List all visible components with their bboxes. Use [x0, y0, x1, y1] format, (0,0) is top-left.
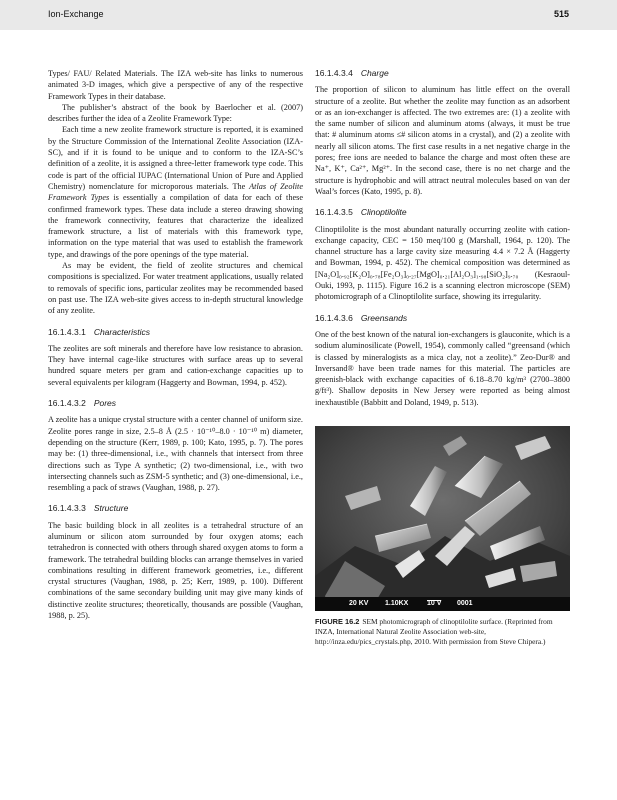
section-number: 16.1.4.3.6 — [315, 312, 353, 323]
section-heading-greensands — [315, 313, 570, 324]
running-title: Ion-Exchange — [48, 9, 104, 19]
section-heading-structure — [48, 503, 303, 514]
paragraph: One of the best known of the natural ion-exchangers is glauconite, which is a sodium aluminosilicate (Powell, 1954), commonly called “greensand (which is classed by mineralogists as a mica clay, not a zeolite).” Zeo-Dur® and Inversand® have been trade names for this material. The particles are greenish-black with exchange capacities of 6.18–8.70 kg/m³ (2700–3800 g/ft³). Shallow deposits in New Jersey were reported as being almost inexhaustible (Babbitt and Doland, 1949, p. 513). — [315, 329, 570, 407]
figure-caption — [315, 617, 570, 647]
section-number: 16.1.4.3.3 — [48, 503, 86, 514]
paragraph: Types/ FAU/ Related Materials. The IZA web-site has links to numerous animated 3-D images, which give a perspective of any of the respective Framework Types in their database. — [48, 69, 303, 101]
section-title: Charge — [360, 68, 389, 78]
quoted-abstract — [48, 124, 303, 260]
section-heading-clinoptilolite — [315, 207, 570, 218]
paragraph: The basic building block in all zeolites is a tetrahedral structure of an aluminum or silicon atom surrounded by four oxygen atoms; each tetrahedron is connected with others through shared oxygen atoms to form a framework. The tetrahedral building blocks can arrange themselves in varied combinations resulting in different framework geometries, i.e., different crystal structures (Vaughan, 1988, p. 25; Kerr, 1989, p. 100). Different combinations of the same secondary building unit may give many kinds of distinctive zeolite structures; theoretically, thousands are possible (Vaughan, 1988, p. 25). — [48, 520, 303, 621]
paragraph: The zeolites are soft minerals and therefore have low resistance to abrasion. They have internal cage-like structures with surface areas up to several hundred square meters per gram and cation-exchange capacities up to several equivalents per kilogram (Haggerty and Bowman, 1994, p. 452). — [48, 343, 303, 387]
section-number: 16.1.4.3.1 — [48, 326, 86, 337]
paragraph: As may be evident, the field of zeolite structures and chemical compositions is specialized. For water treatment applications, usually related to removals of specific ions, particular zeolites may be recommended based on past use. The IZA web-site gives access to in-depth structural knowledge of any zeolite. — [48, 261, 303, 316]
right-column — [315, 68, 570, 647]
sem-voltage: 20 KV — [349, 599, 369, 607]
sem-magnification: 1.10KX — [385, 599, 409, 607]
section-heading-pores — [48, 398, 303, 409]
paragraph: Clinoptilolite is the most abundant naturally occurring zeolite with cation-exchange capacity, CEC = 150 meq/100 g (Marshall, 1964, p. 120). The channel structure has a large cavity size measuring 4.4 × 7.2 Å (Haggerty and Bowman, 1994, p. 452). The chemical composition was determined as [Na₂O]₀.₉₂[K₂O]₀.₇₈[Fe₂O₃]₀.₂₇[MgO]₀.₂₁[Al₂O₃]₁.₉₈[SiO₂]₉.₇₀ (Kesraoul-Ouki, 1993, p. 1115). Figure 16.2 is a scanning electron microscope (SEM) photomicrograph of a Clinoptilolite surface, showing its irregularity. — [315, 224, 570, 302]
section-title: Clinoptilolite — [360, 207, 407, 218]
crystal-image — [315, 426, 570, 611]
caption-text: SEM photomicrograph of clinoptilolite surface. (Reprinted from INZA, International Natural Zeolite Association web-site, http://inza.edu/pics_crystals.php, 2010. With permission from Steve Chipera.) — [315, 617, 553, 647]
page-number: 515 — [553, 9, 569, 19]
section-title: Characteristics — [93, 326, 151, 337]
left-column — [48, 68, 303, 621]
section-heading-charge — [315, 68, 570, 79]
sem-image-number: 0001 — [457, 599, 473, 607]
paragraph: The proportion of silicon to aluminum has little effect on the overall structure of a zeolite. But whether the zeolite may function as an adsorbent or as an ion-exchanger is affected. The two extremes are: (1) a zeolite with the same number of silicon and aluminum atoms (always, it must be true that: # aluminum atoms ≤# silicon atoms in a crystal), and (2) a zeolite with nearly all silicon atoms. The first case results in a net negative charge in the pores; free ions are needed to balance the charge and most often these are Na⁺, K⁺, Ca²⁺, Mg²⁺. In the second case, there is no net charge and the structure is hydrophobic and will attract neutral molecules based on van der Waal’s forces (Kato, 1995, p. 8). — [315, 85, 570, 196]
section-number: 16.1.4.3.2 — [48, 398, 86, 409]
section-number: 16.1.4.3.5 — [315, 207, 353, 218]
abstract-text-rest: is essentially a compilation of data for each of these confirmed framework types. These data include a stereo drawing showing the framework connectivity, features that characterize the idealized framework structure, a list of materials with this framework type, information on the type material that was used to establish the framework type, and drawings of the pore openings of the type material. — [48, 193, 303, 259]
atlas-title: Atlas of Zeolite Framework Types — [48, 181, 303, 203]
sem-scale-label: 10 V — [427, 599, 442, 607]
sem-photomicrograph — [315, 426, 570, 611]
paragraph: The publisher’s abstract of the book by Baerlocher et al. (2007) describes further the idea of a Zeolite Framework Type: — [48, 102, 303, 124]
section-title: Greensands — [360, 312, 408, 323]
paragraph: A zeolite has a unique crystal structure with a center channel of uniform size. Zeolite pores range in size, 2.5–8 Å (2.5 · 10⁻¹⁰–8.0 · 10⁻¹⁰ m) diameter, depending on the structure (Kerr, 1989, p. 100; Kato, 1995, p. 7). The pores may be: (1) three-dimensional, i.e., with channels that intersect from three directions such as Type A synthetic; (2) two-dimensional, i.e., with two intersecting channels such as ZSM-5 synthetic; and (3) one-dimensional, i.e., resembling a pack of straws (Vaughan, 1988, p. 27). — [48, 415, 303, 493]
section-number: 16.1.4.3.4 — [315, 68, 353, 78]
abstract-text: Each time a new zeolite framework structure is reported, it is examined by the Structure Commission of the International Zeolite Association (IZA-SC), and if it is found to be unique and to conform to the IZA-SC’s definition of a zeolite, it is assigned a three-letter framework type code. This code is part of the official IUPAC (International Union of Pure and Applied Chemistry) nomenclature for microporous materials. The — [48, 125, 303, 191]
section-title: Pores — [93, 398, 117, 409]
running-header — [0, 0, 617, 30]
figure-label: FIGURE 16.2 — [315, 617, 360, 627]
section-title: Structure — [93, 503, 129, 514]
section-heading-characteristics — [48, 327, 303, 338]
